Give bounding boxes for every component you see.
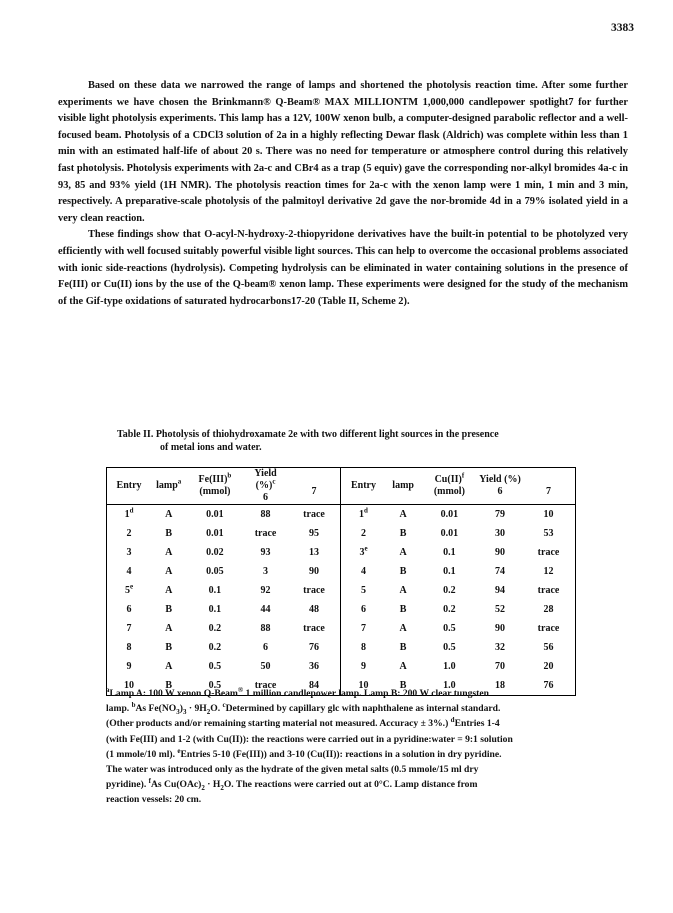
cell-cu-amount: 0.5	[443, 623, 456, 634]
paragraph-1: Based on these data we narrowed the range of lamps and shortened the photolysis reaction time. After some further experiments we have chosen the Brinkmann® Q-Beam® MAX MILLIONTM 1,000,000 candlepower spotlight7 for further visible light photolysis experiments. This lamp has a 12V, 100W xenon bulb, a computer-designed parabolic reflector and a well-focused beam. Photolysis of a CDCl3 solution of 2a in a highly reflecting Dewar flask (Aldrich) was complete within less than 1 min with an estimated half-life of about 20 s. There was no need for temperature or atmosphere control during this relatively fast photolysis. Photolysis experiments with 2a-c and CBr4 as a trap (5 equiv) gave the corresponding nor-alkyl bromides 4a-c in 93, 85 and 93% yield (1H NMR). The photolysis reaction times for 2a-c with the xenon lamp were 1 min, 1 min and 3 min, respectively. A preparative-scale photolysis of the palmitoyl derivative 2d gave the nor-bromide 4d in a 79% isolated yield in a very clean reaction.	[58, 80, 628, 224]
cell-yield2-6: 70	[495, 661, 505, 672]
table-row	[107, 657, 576, 676]
caption-line-2: of metal ions and water.	[160, 442, 262, 453]
cell-cu-amount: 0.2	[443, 585, 456, 596]
cell-fe-amount: 0.05	[206, 566, 224, 577]
table-label: Table II.	[117, 429, 154, 440]
cell-entry-2: 8	[360, 642, 366, 653]
cell-yield-7: 76	[288, 638, 341, 657]
cell-yield2-7: 53	[543, 528, 554, 539]
table-row	[107, 524, 576, 543]
cell-entry: 2	[126, 528, 132, 539]
results-table	[106, 467, 576, 696]
cell-yield-7: 95	[288, 524, 341, 543]
cell-yield2-6: 90	[495, 547, 505, 558]
cell-entry-2: 6	[360, 604, 366, 615]
cell-lamp: A	[165, 566, 173, 577]
cell-yield2-6: 52	[495, 604, 505, 615]
table-row	[107, 543, 576, 562]
cell-cu-amount: 0.5	[443, 642, 456, 653]
cell-yield-7: trace	[288, 505, 341, 525]
table-footnotes	[106, 686, 596, 808]
cell-lamp-2: A	[399, 623, 407, 634]
cell-cu-amount: 0.1	[443, 566, 456, 577]
cell-yield-7: 13	[288, 543, 341, 562]
cell-yield-6: 44	[260, 604, 271, 615]
cell-lamp-2: B	[399, 642, 407, 653]
cell-fe-amount: 0.5	[208, 661, 222, 672]
footnote-line: (1 mmole/10 ml). $^e$Entries 5-10 (Fe(III)) and 3-10 (Cu(II)): reactions in a solution in dry pyridine.	[106, 746, 502, 760]
cell-lamp: A	[165, 661, 173, 672]
cell-yield-6: 3	[263, 566, 269, 577]
cell-yield-6: 50	[260, 661, 271, 672]
cell-lamp-2: B	[399, 604, 407, 615]
cell-lamp: B	[165, 680, 173, 691]
cell-entry: 1$^d$	[124, 506, 134, 520]
cell-yield-7: 48	[288, 600, 341, 619]
cell-entry: 5e	[124, 582, 134, 596]
cell-yield2-6: 30	[495, 528, 505, 539]
cell-yield2-6: 32	[495, 642, 505, 653]
header-lamp-2: lamp	[386, 468, 421, 505]
footnote-line: The water was introduced only as the hydrate of the given metal salts (0.5 mmole/15 ml dry	[106, 764, 479, 776]
cell-yield2-7: trace	[537, 547, 560, 558]
cell-yield2-7: trace	[537, 623, 560, 634]
header-yield-6: Yield (%)$^c$ 6	[244, 468, 288, 505]
cell-entry: 10	[124, 680, 135, 691]
cell-lamp-2: A	[399, 661, 407, 672]
cell-yield-7: trace	[288, 581, 341, 600]
page-number: 3383	[611, 22, 634, 34]
header-yield2-7: 7	[522, 468, 575, 505]
footnote-line: (with Fe(III) and 1-2 (with Cu(II)): the reactions were carried out in a pyridine:water = 9:1 solution	[106, 733, 513, 745]
paragraph-2: These findings show that O-acyl-N-hydroxy-2-thiopyridone derivatives have the built-in potential to be photolyzed very efficiently with well focused suitably powerful visible light sources. This can help to overcome the occasional problems associated with ionic side-reactions (hydrolysis). Competing hydrolysis can be eliminated in water containing solutions in the presence of Fe(III) or Cu(II) ions by the use of the Q-beam® xenon lamp. These experiments were designed for the study of the mechanism of the Gif-type oxidations of saturated hydrocarbons17-20 (Table II, Scheme 2).	[58, 229, 628, 307]
cell-fe-amount: 0.2	[208, 642, 222, 653]
body-text	[58, 78, 628, 310]
cell-cu-amount: 0.01	[440, 509, 459, 520]
cell-yield2-7: 76	[543, 680, 554, 691]
cell-fe-amount: 0.1	[208, 604, 222, 615]
cell-fe-amount: 0.2	[208, 623, 222, 634]
cell-yield2-7: trace	[537, 585, 560, 596]
cell-entry-2: 5	[360, 585, 366, 596]
cell-lamp: B	[165, 604, 173, 615]
cell-yield-7: 36	[288, 657, 341, 676]
header-yield-7: 7	[288, 468, 341, 505]
cell-yield-6: trace	[254, 528, 277, 539]
cell-yield-7: 84	[288, 676, 341, 696]
cell-lamp-2: A	[399, 585, 407, 596]
table-header-row	[107, 468, 576, 505]
cell-cu-amount: 0.2	[443, 604, 456, 615]
cell-lamp-2: A	[399, 509, 407, 520]
header-fe: Fe(III)$^b$ (mmol)	[186, 468, 243, 505]
cell-lamp: A	[165, 623, 173, 634]
footnote-line: lamp. $^b$As $Fe(NO_3)_3 \cdot 9H_2O$. $^c$Determined by capillary glc with naphthalene as internal standard.	[106, 701, 501, 717]
cell-fe-amount: 0.01	[206, 509, 224, 520]
cell-yield-7: 90	[288, 562, 341, 581]
cell-entry-2: 3e	[359, 544, 368, 558]
cell-cu-amount: 0.1	[443, 547, 456, 558]
cell-yield-7: trace	[288, 619, 341, 638]
table-row	[107, 505, 576, 525]
cell-entry-2: 2	[360, 528, 366, 539]
cell-entry: 4	[126, 566, 132, 577]
cell-lamp: A	[165, 509, 173, 520]
table-row	[107, 638, 576, 657]
cell-lamp: A	[165, 585, 173, 596]
cell-lamp-2: B	[399, 566, 407, 577]
cell-yield2-7: 10	[543, 509, 554, 520]
caption-line-1: Photolysis of thiohydroxamate 2e with two different light sources in the presence	[155, 429, 499, 440]
cell-yield2-6: 90	[495, 623, 505, 634]
cell-cu-amount: 1.0	[443, 661, 456, 672]
cell-cu-amount: 1.0	[443, 680, 456, 691]
cell-fe-amount: 0.5	[208, 680, 222, 691]
table-caption	[117, 428, 587, 454]
cell-entry: 7	[126, 623, 132, 634]
cell-fe-amount: 0.02	[206, 547, 224, 558]
footnote-line: reaction vessels: 20 cm.	[106, 794, 202, 806]
cell-entry-2: 9	[360, 661, 366, 672]
cell-entry: 3	[126, 547, 132, 558]
cell-yield-6: 88	[260, 509, 271, 520]
cell-yield2-6: 79	[495, 509, 505, 520]
table-row	[107, 581, 576, 600]
header-entry-2: Entry	[341, 468, 386, 505]
cell-lamp: B	[165, 642, 173, 653]
cell-lamp-2: B	[399, 680, 407, 691]
cell-entry-2: 4	[360, 566, 366, 577]
cell-yield2-6: 18	[495, 680, 505, 691]
footnote-line: $^a$Lamp A: 100 W xenon Q-Beam® 1 million candlepower lamp. Lamp B: 200 W clear tungsten	[106, 685, 489, 699]
cell-yield-6: 93	[260, 547, 271, 558]
cell-entry-2: 1$^d$	[359, 506, 368, 520]
footnote-line: pyridine). $^f$As $Cu(OAc)_2 \cdot H_2O$. The reactions were carried out at 0°C. Lamp distance from	[106, 777, 478, 793]
cell-lamp: B	[165, 528, 173, 539]
cell-lamp-2: B	[399, 528, 407, 539]
header-yield2-6: Yield (%) 6	[478, 468, 522, 505]
table-row	[107, 562, 576, 581]
table-row	[107, 619, 576, 638]
cell-entry: 6	[126, 604, 132, 615]
cell-yield-6: trace	[254, 680, 277, 691]
cell-yield2-7: 20	[543, 661, 554, 672]
cell-entry-2: 7	[360, 623, 366, 634]
cell-yield2-7: 56	[543, 642, 554, 653]
cell-yield-6: 92	[260, 585, 271, 596]
cell-yield2-6: 74	[495, 566, 505, 577]
cell-entry: 8	[126, 642, 132, 653]
header-entry: Entry	[107, 468, 152, 505]
cell-fe-amount: 0.1	[208, 585, 222, 596]
header-lamp: lamp$^a$	[151, 468, 186, 505]
cell-cu-amount: 0.01	[440, 528, 459, 539]
cell-yield-6: 6	[263, 642, 269, 653]
cell-yield2-7: 12	[543, 566, 554, 577]
table-row	[107, 600, 576, 619]
cell-yield-6: 88	[260, 623, 271, 634]
cell-entry: 9	[126, 661, 132, 672]
cell-yield2-6: 94	[495, 585, 505, 596]
cell-yield2-7: 28	[543, 604, 554, 615]
cell-lamp-2: A	[399, 547, 407, 558]
cell-entry-2: 10	[358, 680, 369, 691]
cell-fe-amount: 0.01	[206, 528, 224, 539]
header-cu: Cu(II)$^f$ (mmol)	[421, 468, 478, 505]
footnote-line: (Other products and/or remaining starting material not measured. Accuracy ± 3%.) $^d$Entries 1-4	[106, 716, 500, 730]
cell-lamp: A	[165, 547, 173, 558]
